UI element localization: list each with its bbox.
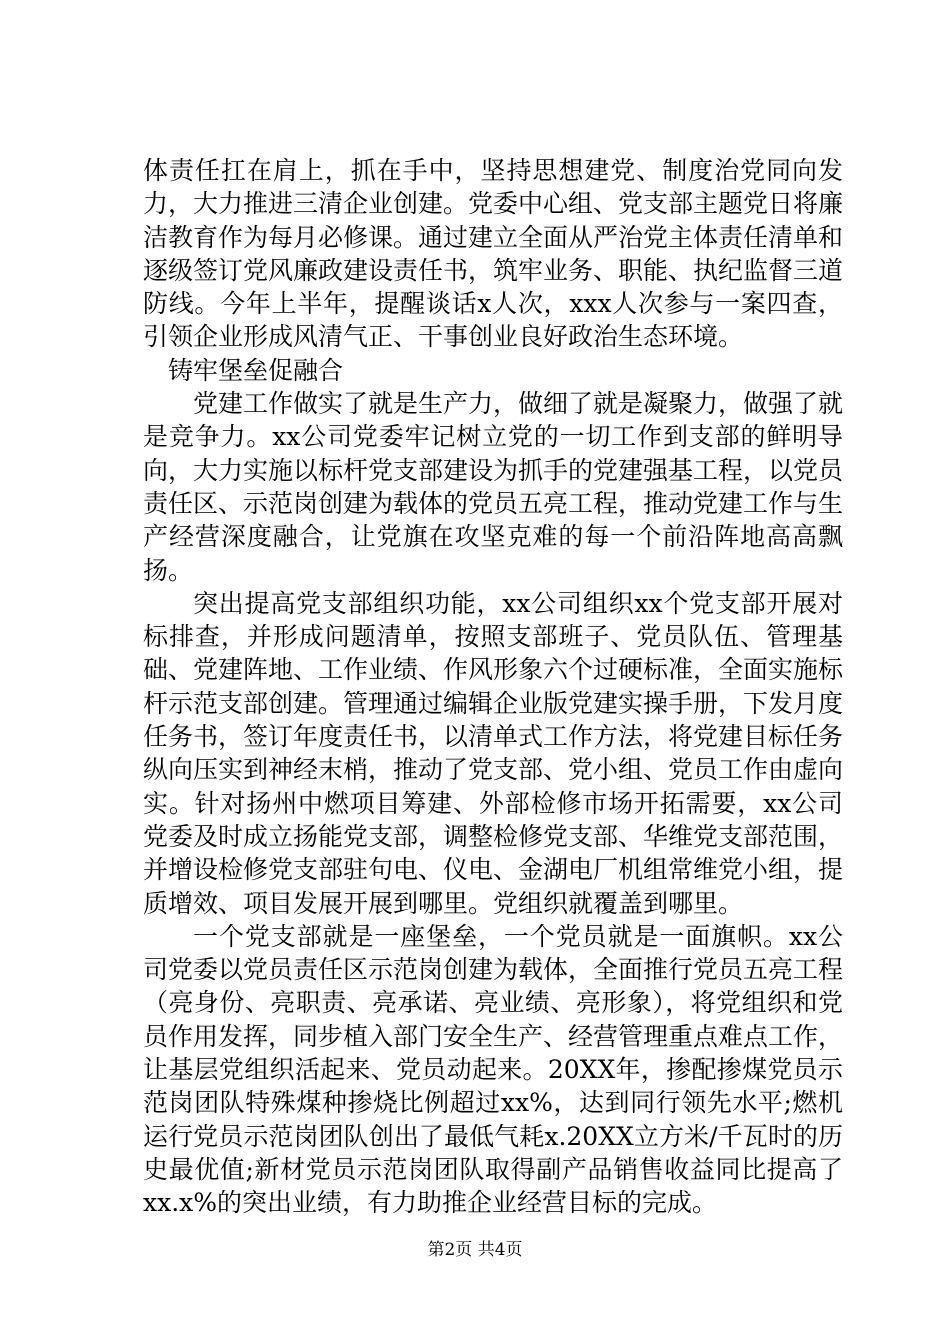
page-footer: 第2页 共4页 (427, 1240, 523, 1260)
paragraph: 党建工作做实了就是生产力，做细了就是凝聚力，做强了就是竞争力。xx公司党委牢记树立党的一切工作到支部的鲜明导向，大力实施以标杆党支部建设为抓手的党建强基工程，以党员责任区、示范岗创建为载体的党员五亮工程，推动党建工作与生产经营深度融合，让党旗在攻坚克难的每一个前沿阵地高高飘扬。 (143, 389, 844, 585)
paragraph: 一个党支部就是一座堡垒，一个党员就是一面旗帜。xx公司党委以党员责任区示范岗创建为载体，全面推行党员五亮工程（亮身份、亮职责、亮承诺、亮业绩、亮形象），将党组织和党员作用发挥，同步植入部门安全生产、经营管理重点难点工作，让基层党组织活起来、党员动起来。20XX年，掺配掺煤党员示范岗团队特殊煤种掺烧比例超过xx%，达到同行领先水平;燃机运行党员示范岗团队创出了最低气耗x.20XX立方米/千瓦时的历史最优值;新材党员示范岗团队取得副产品销售收益同比提高了xx.x%的突出业绩，有力助推企业经营目标的完成。 (143, 921, 844, 1218)
paragraph: 突出提高党支部组织功能，xx公司组织xx个党支部开展对标排查，并形成问题清单，按照支部班子、党员队伍、管理基础、党建阵地、工作业绩、作风形象六个过硬标准，全面实施标杆示范支部创建。管理通过编辑企业版党建实操手册，下发月度任务书，签订年度责任书，以清单式工作方法，将党建目标任务纵向压实到神经末梢，推动了党支部、党小组、党员工作由虚向实。针对扬州中燃项目筹建、外部检修市场开拓需要，xx公司党委及时成立扬能党支部，调整检修党支部、华维党支部范围，并增设检修党支部驻句电、仪电、金湖电厂机组常维党小组，提质增效、项目发展开展到哪里。党组织就覆盖到哪里。 (143, 588, 844, 918)
paragraph-continuation: 体责任扛在肩上，抓在手中，坚持思想建党、制度治党同向发力，大力推进三清企业创建。党委中心组、党支部主题党日将廉洁教育作为每月必修课。通过建立全面从严治党主体责任清单和逐级签订党风廉政建设责任书，筑牢业务、职能、执纪监督三道防线。今年上半年，提醒谈话x人次，xxx人次参与一案四查，引领企业形成风清气正、干事创业良好政治生态环境。 (143, 156, 844, 352)
document-body (143, 154, 843, 1220)
section-heading: 铸牢堡垒促融合 (168, 355, 344, 385)
